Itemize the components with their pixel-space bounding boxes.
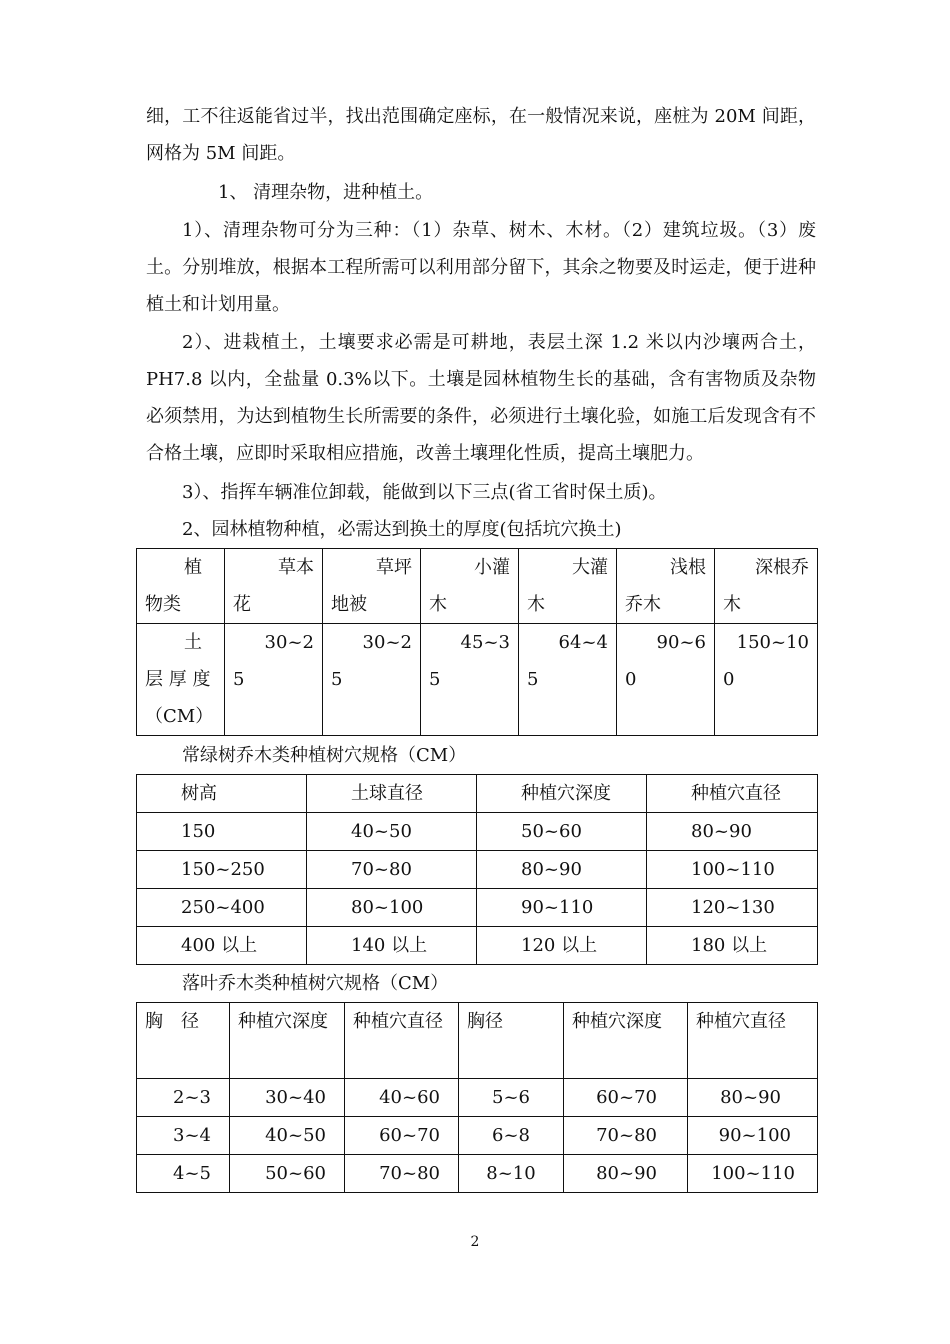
deciduous-cell: 60~70: [564, 1079, 688, 1117]
evergreen-cell: 400 以上: [137, 927, 307, 965]
evergreen-header-cell: 种植穴深度: [477, 775, 647, 813]
deciduous-header-cell: 胸 径: [137, 1003, 230, 1079]
soil-data-cell: 150~10 0: [715, 624, 818, 736]
soil-data-cell: 30~2 5: [323, 624, 421, 736]
deciduous-row: [137, 1117, 818, 1155]
evergreen-header-cell: 土球直径: [307, 775, 477, 813]
soil-header-cell: 大灌 木: [519, 549, 617, 624]
deciduous-header-row: [137, 1003, 818, 1079]
deciduous-header-cell: 种植穴直径: [345, 1003, 459, 1079]
paragraph-3: 3）、指挥车辆准位卸载，能做到以下三点(省工省时保土质)。: [182, 482, 667, 503]
evergreen-cell: 150~250: [137, 851, 307, 889]
deciduous-cell: 50~60: [230, 1155, 345, 1193]
deciduous-row: [137, 1079, 818, 1117]
evergreen-header-cell: 种植穴直径: [647, 775, 818, 813]
soil-header-cell: 植 物类: [137, 549, 225, 624]
evergreen-cell: 100~110: [647, 851, 818, 889]
deciduous-cell: 40~60: [345, 1079, 459, 1117]
caption-deciduous: 落叶乔木类种植树穴规格（CM）: [182, 973, 449, 994]
evergreen-cell: 180 以上: [647, 927, 818, 965]
paragraph-1: 1）、清理杂物可分为三种：（1）杂草、树木、木材。（2）建筑垃圾。（3）废土。分别堆放，根据本工程所需可以利用部分留下，其余之物要及时运走，便于进种植土和计划用量。: [146, 220, 816, 315]
soil-data-cell: 90~6 0: [617, 624, 715, 736]
evergreen-cell: 150: [137, 813, 307, 851]
soil-header-cell: 小灌 木: [421, 549, 519, 624]
heading-2: 2、园林植物种植，必需达到换土的厚度(包括坑穴换土): [182, 519, 622, 540]
evergreen-cell: 80~90: [647, 813, 818, 851]
deciduous-header-cell: 胸径: [459, 1003, 564, 1079]
soil-table-header-row: [137, 549, 818, 624]
deciduous-header-cell: 种植穴深度: [230, 1003, 345, 1079]
evergreen-header-row: [137, 775, 818, 813]
evergreen-cell: 80~90: [477, 851, 647, 889]
deciduous-cell: 80~90: [564, 1155, 688, 1193]
soil-thickness-table: [136, 548, 818, 736]
evergreen-row: [137, 813, 818, 851]
deciduous-cell: 90~100: [688, 1117, 818, 1155]
deciduous-cell: 8~10: [459, 1155, 564, 1193]
evergreen-cell: 250~400: [137, 889, 307, 927]
deciduous-cell: 40~50: [230, 1117, 345, 1155]
evergreen-cell: 90~110: [477, 889, 647, 927]
soil-data-cell: 30~2 5: [225, 624, 323, 736]
deciduous-cell: 100~110: [688, 1155, 818, 1193]
deciduous-row: [137, 1155, 818, 1193]
heading-1: 1、 清理杂物，进种植土。: [218, 182, 434, 203]
page-number: 2: [470, 1234, 480, 1250]
evergreen-row: [137, 851, 818, 889]
soil-data-cell: 45~3 5: [421, 624, 519, 736]
deciduous-cell: 70~80: [345, 1155, 459, 1193]
caption-evergreen: 常绿树乔木类种植树穴规格（CM）: [182, 745, 467, 766]
evergreen-cell: 120~130: [647, 889, 818, 927]
evergreen-cell: 70~80: [307, 851, 477, 889]
evergreen-cell: 80~100: [307, 889, 477, 927]
evergreen-cell: 40~50: [307, 813, 477, 851]
deciduous-cell: 30~40: [230, 1079, 345, 1117]
deciduous-cell: 2~3: [137, 1079, 230, 1117]
evergreen-cell: 50~60: [477, 813, 647, 851]
deciduous-cell: 6~8: [459, 1117, 564, 1155]
soil-header-cell: 草坪 地被: [323, 549, 421, 624]
evergreen-table: [136, 774, 818, 965]
soil-data-cell: 土 层 厚 度 （CM）: [137, 624, 225, 736]
deciduous-header-cell: 种植穴深度: [564, 1003, 688, 1079]
evergreen-row: [137, 927, 818, 965]
evergreen-cell: 140 以上: [307, 927, 477, 965]
deciduous-cell: 70~80: [564, 1117, 688, 1155]
soil-data-cell: 64~4 5: [519, 624, 617, 736]
evergreen-header-cell: 树高: [137, 775, 307, 813]
deciduous-cell: 4~5: [137, 1155, 230, 1193]
evergreen-cell: 120 以上: [477, 927, 647, 965]
evergreen-row: [137, 889, 818, 927]
soil-table-data-row: [137, 624, 818, 736]
deciduous-cell: 80~90: [688, 1079, 818, 1117]
deciduous-table: [136, 1002, 818, 1193]
paragraph-intro: 细，工不往返能省过半，找出范围确定座标，在一般情况来说，座桩为 20M 间距，网格为 5M 间距。: [146, 106, 816, 164]
paragraph-2: 2）、进栽植土，土壤要求必需是可耕地，表层土深 1.2 米以内沙壤两合土，PH7.8 以内，全盐量 0.3%以下。土壤是园林植物生长的基础，含有害物质及杂物必须禁用，为达到植物生长所需要的条件，必须进行土壤化验，如施工后发现含有不合格土壤，应即时采取相应措施，改善土壤理化性质，提高土壤肥力。: [146, 332, 816, 464]
deciduous-cell: 5~6: [459, 1079, 564, 1117]
deciduous-cell: 60~70: [345, 1117, 459, 1155]
soil-header-cell: 深根乔 木: [715, 549, 818, 624]
deciduous-header-cell: 种植穴直径: [688, 1003, 818, 1079]
soil-header-cell: 草本 花: [225, 549, 323, 624]
soil-header-cell: 浅根 乔木: [617, 549, 715, 624]
deciduous-cell: 3~4: [137, 1117, 230, 1155]
